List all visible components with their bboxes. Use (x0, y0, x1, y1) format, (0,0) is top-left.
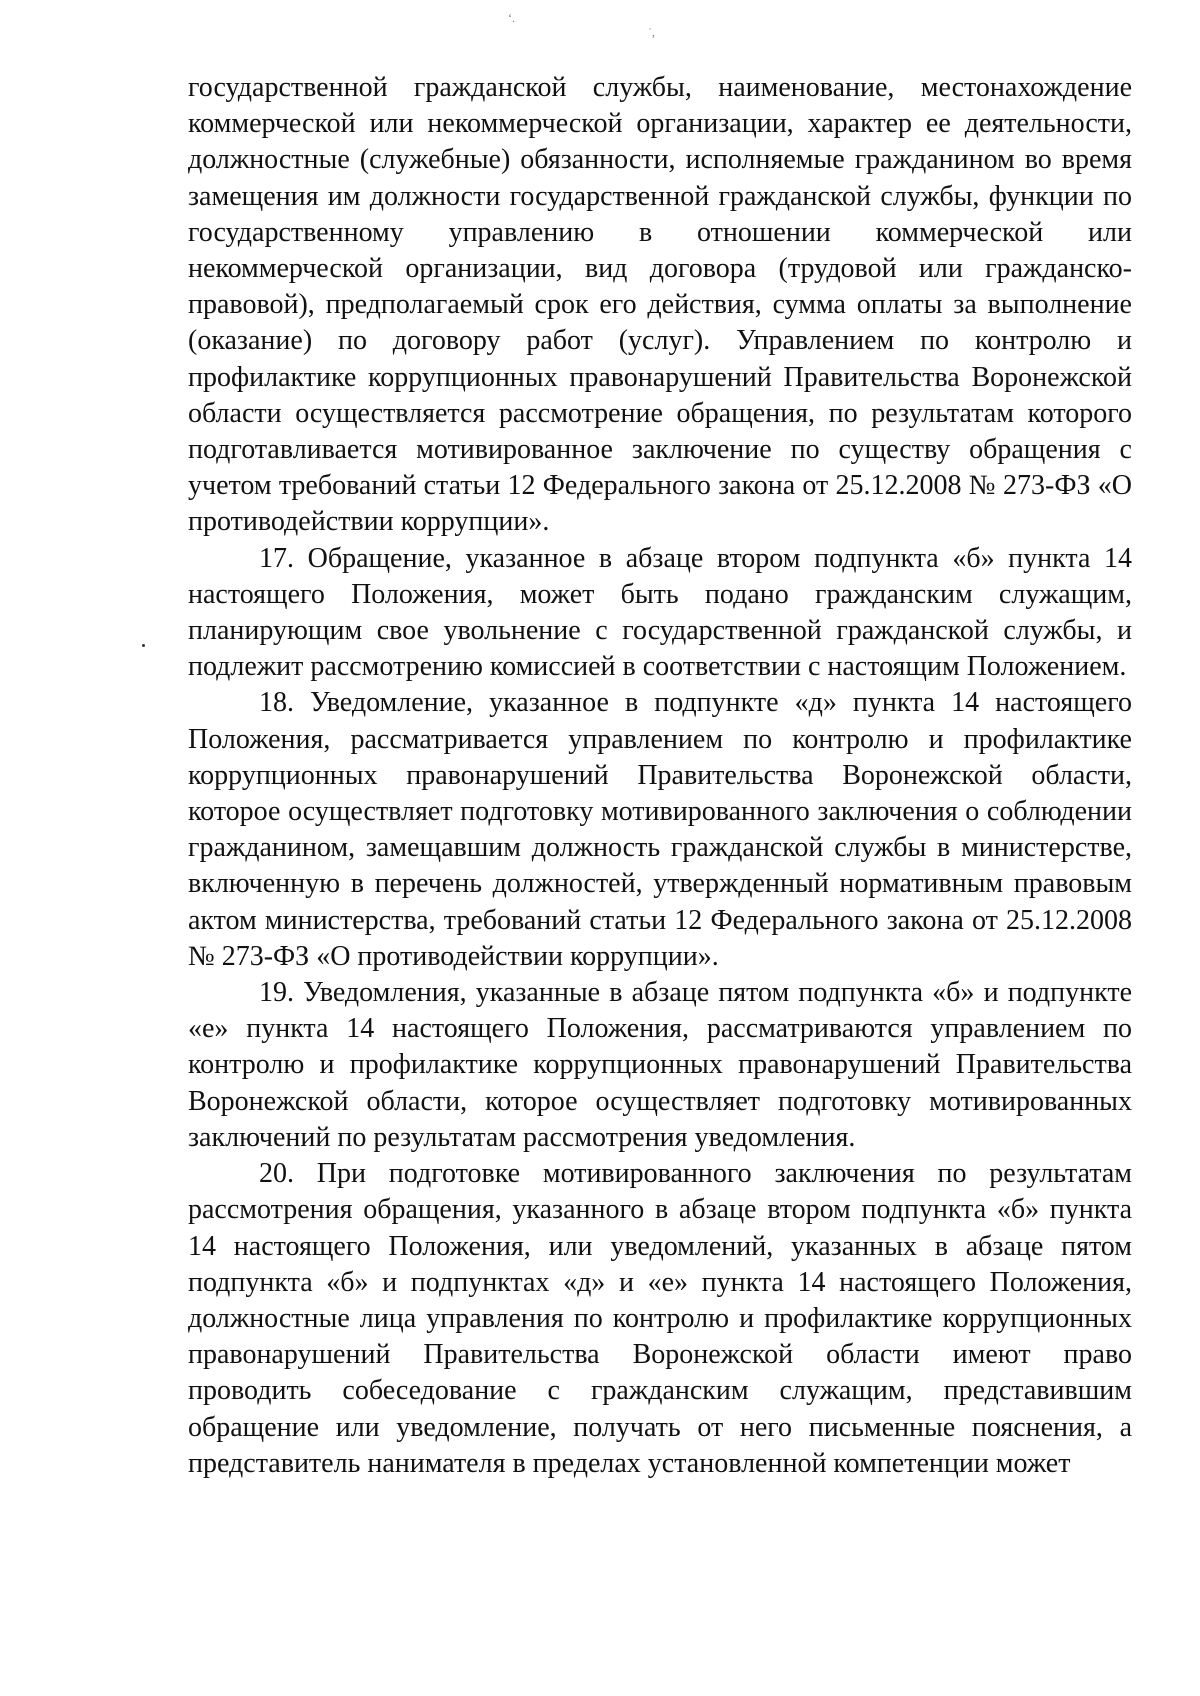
scan-artifact-mark: ˙, (648, 25, 655, 39)
paragraph-continuation: государственной гражданской службы, наименование, местонахождение коммерческой или некоммерческой организации, характер ее деятельности, должностные (служебные) обязанности, исполняемые гражданином во время замещения им должности государственной гражданской службы, функции по государственному управлению в отношении коммерческой или некоммерческой организации, вид договора (трудовой или гражданско-правовой), предполагаемый срок его действия, сумма оплаты за выполнение (оказание) по договору работ (услуг). Управлением по контролю и профилактике коррупционных правонарушений Правительства Воронежской области осуществляется рассмотрение обращения, по результатам которого подготавливается мотивированное заключение по существу обращения с учетом требований статьи 12 Федерального закона от 25.12.2008 № 273-ФЗ «О противодействии коррупции». (188, 72, 1132, 538)
scan-artifact-mark: ‘. (508, 11, 515, 25)
paragraph-18: 18. Уведомление, указанное в подпункте «д» пункта 14 настоящего Положения, рассматривается управлением по контролю и профилактике коррупционных правонарушений Правительства Воронежской области, которое осуществляет подготовку мотивированного заключения о соблюдении гражданином, замещавшим должность гражданской службы в министерстве, включенную в перечень должностей, утвержденный нормативным правовым актом министерства, требований статьи 12 Федерального закона от 25.12.2008 № 273-ФЗ «О противодействии коррупции». (188, 687, 1132, 972)
paragraph-20: 20. При подготовке мотивированного заключения по результатам рассмотрения обращения, указанного в абзаце втором подпункта «б» пункта 14 настоящего Положения, или уведомлений, указанных в абзаце пятом подпункта «б» и подпунктах «д» и «е» пункта 14 настоящего Положения, должностные лица управления по контролю и профилактике коррупционных правонарушений Правительства Воронежской области имеют право проводить собеседование с гражданским служащим, представившим обращение или уведомление, получать от него письменные пояснения, а представитель нанимателя в пределах установленной компетенции может (188, 1158, 1132, 1479)
document-body (188, 70, 1132, 1482)
paragraph-17: 17. Обращение, указанное в абзаце втором подпункта «б» пункта 14 настоящего Положения, может быть подано гражданским служащим, планирующим свое увольнение с государственной гражданской службы, и подлежит рассмотрению комиссией в соответствии с настоящим Положением. (188, 542, 1132, 683)
scan-artifact-dot (142, 644, 145, 647)
paragraph-19: 19. Уведомления, указанные в абзаце пятом подпункта «б» и подпункте «е» пункта 14 настоящего Положения, рассматриваются управлением по контролю и профилактике коррупционных правонарушений Правительства Воронежской области, которое осуществляет подготовку мотивированных заключений по результатам рассмотрения уведомления. (188, 977, 1132, 1153)
